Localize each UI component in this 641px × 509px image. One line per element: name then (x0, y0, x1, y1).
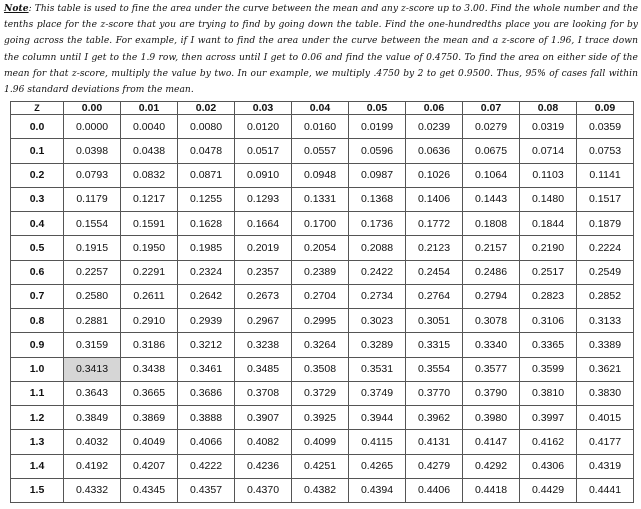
note-text: : This table is used to fine the area under the curve between the mean and any z-score up to 3.00. Find the whole number and the tenths place for the z-score that you are trying to find by going down the table. Find the one-hundredths place you are looking for by going across the table. For example, if I want to find the area under the curve between the mean and a z-score of 1.96, I trace down the column until I get to the 1.9 row, then across until I get to 0.06 and find the value of 0.4750. To find the area on either side of the mean for that z-score, multiply the value by two. In our example, we multiply .4750 by 2 to get 0.9500. Thus, 95% of cases fall within 1.96 standard deviations from the mean. (4, 4, 638, 96)
z-row-label: 0.2 (11, 163, 64, 187)
z-row-label: 0.7 (11, 284, 64, 308)
table-cell: 0.1700 (292, 212, 349, 236)
z-row-label: 1.0 (11, 357, 64, 381)
table-cell: 0.0948 (292, 163, 349, 187)
table-cell: 0.1950 (121, 236, 178, 260)
table-cell: 0.1443 (463, 187, 520, 211)
table-cell: 0.3554 (406, 357, 463, 381)
table-cell: 0.3962 (406, 406, 463, 430)
table-row (11, 260, 634, 284)
table-cell: 0.4265 (349, 454, 406, 478)
table-cell: 0.3531 (349, 357, 406, 381)
table-cell: 0.1517 (577, 187, 634, 211)
table-cell: 0.0199 (349, 115, 406, 139)
table-cell: 0.4251 (292, 454, 349, 478)
table-cell: 0.4429 (520, 478, 577, 502)
table-cell: 0.3621 (577, 357, 634, 381)
table-row (11, 309, 634, 333)
table-cell: 0.4222 (178, 454, 235, 478)
table-row (11, 357, 634, 381)
table-cell: 0.4147 (463, 430, 520, 454)
table-cell: 0.0359 (577, 115, 634, 139)
table-row (11, 212, 634, 236)
table-cell: 0.4306 (520, 454, 577, 478)
table-cell: 0.3238 (235, 333, 292, 357)
table-cell: 0.1664 (235, 212, 292, 236)
table-cell: 0.3907 (235, 406, 292, 430)
table-cell: 0.0438 (121, 139, 178, 163)
table-cell: 0.1628 (178, 212, 235, 236)
table-cell: 0.4279 (406, 454, 463, 478)
table-cell: 0.4394 (349, 478, 406, 502)
table-cell: 0.4082 (235, 430, 292, 454)
table-cell: 0.3133 (577, 309, 634, 333)
table-cell: 0.1772 (406, 212, 463, 236)
table-cell: 0.3925 (292, 406, 349, 430)
table-cell: 0.2517 (520, 260, 577, 284)
table-cell: 0.2357 (235, 260, 292, 284)
z-row-label: 1.5 (11, 478, 64, 502)
table-cell: 0.3438 (121, 357, 178, 381)
table-cell: 0.3810 (520, 381, 577, 405)
table-cell: 0.2549 (577, 260, 634, 284)
table-cell: 0.4319 (577, 454, 634, 478)
table-cell: 0.3078 (463, 309, 520, 333)
table-cell: 0.2054 (292, 236, 349, 260)
column-header: 0.06 (406, 102, 463, 115)
table-cell: 0.2291 (121, 260, 178, 284)
table-cell: 0.2190 (520, 236, 577, 260)
table-cell: 0.3997 (520, 406, 577, 430)
table-cell: 0.0871 (178, 163, 235, 187)
table-cell: 0.1368 (349, 187, 406, 211)
table-cell: 0.3212 (178, 333, 235, 357)
table-cell: 0.1255 (178, 187, 235, 211)
table-cell: 0.0000 (64, 115, 121, 139)
table-cell: 0.3643 (64, 381, 121, 405)
z-column-header: Z (11, 102, 64, 115)
z-score-table (10, 101, 634, 503)
table-cell: 0.3508 (292, 357, 349, 381)
table-cell: 0.3577 (463, 357, 520, 381)
table-cell: 0.4357 (178, 478, 235, 502)
table-cell: 0.3340 (463, 333, 520, 357)
table-row (11, 478, 634, 502)
table-cell: 0.4162 (520, 430, 577, 454)
note-lead: Note (4, 3, 29, 14)
table-cell: 0.3849 (64, 406, 121, 430)
table-cell: 0.4032 (64, 430, 121, 454)
table-cell: 0.2088 (349, 236, 406, 260)
table-row (11, 163, 634, 187)
table-row (11, 454, 634, 478)
table-cell: 0.0675 (463, 139, 520, 163)
table-row (11, 236, 634, 260)
table-note (4, 1, 638, 98)
z-row-label: 1.4 (11, 454, 64, 478)
column-header: 0.03 (235, 102, 292, 115)
table-cell: 0.0793 (64, 163, 121, 187)
z-row-label: 0.0 (11, 115, 64, 139)
table-cell: 0.4099 (292, 430, 349, 454)
table-cell: 0.4345 (121, 478, 178, 502)
table-cell: 0.1480 (520, 187, 577, 211)
table-cell: 0.4049 (121, 430, 178, 454)
table-cell: 0.3051 (406, 309, 463, 333)
column-header: 0.04 (292, 102, 349, 115)
table-cell: 0.2910 (121, 309, 178, 333)
table-cell: 0.4236 (235, 454, 292, 478)
table-cell: 0.3106 (520, 309, 577, 333)
table-row (11, 115, 634, 139)
table-cell: 0.1179 (64, 187, 121, 211)
table-cell: 0.2704 (292, 284, 349, 308)
table-cell: 0.2611 (121, 284, 178, 308)
table-cell: 0.2224 (577, 236, 634, 260)
table-cell: 0.2939 (178, 309, 235, 333)
table-cell: 0.3289 (349, 333, 406, 357)
table-cell: 0.1736 (349, 212, 406, 236)
table-cell: 0.3708 (235, 381, 292, 405)
table-cell: 0.3729 (292, 381, 349, 405)
table-cell: 0.0398 (64, 139, 121, 163)
table-cell: 0.4370 (235, 478, 292, 502)
table-cell: 0.1293 (235, 187, 292, 211)
z-row-label: 0.4 (11, 212, 64, 236)
column-header: 0.09 (577, 102, 634, 115)
table-cell: 0.1591 (121, 212, 178, 236)
table-cell: 0.2764 (406, 284, 463, 308)
table-cell: 0.0596 (349, 139, 406, 163)
table-cell: 0.4382 (292, 478, 349, 502)
table-cell: 0.2734 (349, 284, 406, 308)
column-header: 0.00 (64, 102, 121, 115)
table-cell: 0.3686 (178, 381, 235, 405)
table-cell: 0.0832 (121, 163, 178, 187)
table-cell: 0.3888 (178, 406, 235, 430)
table-cell: 0.3980 (463, 406, 520, 430)
table-cell: 0.4115 (349, 430, 406, 454)
z-row-label: 1.2 (11, 406, 64, 430)
table-cell: 0.1844 (520, 212, 577, 236)
table-cell: 0.1985 (178, 236, 235, 260)
table-cell: 0.0636 (406, 139, 463, 163)
table-cell: 0.4131 (406, 430, 463, 454)
table-cell: 0.4406 (406, 478, 463, 502)
table-cell: 0.2324 (178, 260, 235, 284)
table-cell: 0.0557 (292, 139, 349, 163)
z-row-label: 1.1 (11, 381, 64, 405)
table-cell: 0.0239 (406, 115, 463, 139)
table-body (11, 115, 634, 503)
table-cell: 0.4418 (463, 478, 520, 502)
table-cell: 0.3186 (121, 333, 178, 357)
table-cell: 0.4066 (178, 430, 235, 454)
table-row (11, 381, 634, 405)
table-cell: 0.1103 (520, 163, 577, 187)
table-cell: 0.2673 (235, 284, 292, 308)
column-header: 0.01 (121, 102, 178, 115)
table-cell: 0.1915 (64, 236, 121, 260)
table-cell: 0.3790 (463, 381, 520, 405)
table-cell: 0.2794 (463, 284, 520, 308)
table-cell: 0.3665 (121, 381, 178, 405)
column-header: 0.05 (349, 102, 406, 115)
table-cell: 0.0279 (463, 115, 520, 139)
table-cell: 0.1141 (577, 163, 634, 187)
z-row-label: 0.9 (11, 333, 64, 357)
table-cell: 0.3485 (235, 357, 292, 381)
table-header-row (11, 102, 634, 115)
table-cell: 0.4441 (577, 478, 634, 502)
table-cell: 0.2881 (64, 309, 121, 333)
table-cell: 0.0120 (235, 115, 292, 139)
table-cell: 0.1879 (577, 212, 634, 236)
table-cell: 0.4207 (121, 454, 178, 478)
table-cell: 0.0478 (178, 139, 235, 163)
z-row-label: 0.5 (11, 236, 64, 260)
table-cell: 0.1331 (292, 187, 349, 211)
table-cell: 0.2967 (235, 309, 292, 333)
table-cell: 0.2389 (292, 260, 349, 284)
table-cell: 0.3869 (121, 406, 178, 430)
table-cell: 0.2157 (463, 236, 520, 260)
table-cell: 0.0910 (235, 163, 292, 187)
table-row (11, 430, 634, 454)
table-cell: 0.4015 (577, 406, 634, 430)
column-header: 0.02 (178, 102, 235, 115)
table-cell: 0.3315 (406, 333, 463, 357)
table-cell: 0.4332 (64, 478, 121, 502)
table-row (11, 333, 634, 357)
table-cell: 0.3461 (178, 357, 235, 381)
table-row (11, 284, 634, 308)
table-cell: 0.1554 (64, 212, 121, 236)
column-header: 0.07 (463, 102, 520, 115)
table-cell: 0.0753 (577, 139, 634, 163)
table-cell: 0.3365 (520, 333, 577, 357)
table-cell: 0.3023 (349, 309, 406, 333)
table-cell: 0.1406 (406, 187, 463, 211)
table-cell: 0.3770 (406, 381, 463, 405)
table-cell: 0.2486 (463, 260, 520, 284)
table-cell: 0.1064 (463, 163, 520, 187)
column-header: 0.08 (520, 102, 577, 115)
table-row (11, 139, 634, 163)
table-cell: 0.1026 (406, 163, 463, 187)
table-cell: 0.0517 (235, 139, 292, 163)
table-cell: 0.0040 (121, 115, 178, 139)
table-cell: 0.2422 (349, 260, 406, 284)
table-cell: 0.2257 (64, 260, 121, 284)
table-cell: 0.4192 (64, 454, 121, 478)
table-row (11, 406, 634, 430)
table-cell: 0.2995 (292, 309, 349, 333)
table-cell: 0.2852 (577, 284, 634, 308)
table-cell: 0.3749 (349, 381, 406, 405)
table-cell: 0.0714 (520, 139, 577, 163)
table-cell: 0.3830 (577, 381, 634, 405)
table-cell: 0.0987 (349, 163, 406, 187)
z-row-label: 0.1 (11, 139, 64, 163)
table-cell: 0.4177 (577, 430, 634, 454)
table-cell: 0.2454 (406, 260, 463, 284)
table-cell: 0.3599 (520, 357, 577, 381)
table-cell: 0.2123 (406, 236, 463, 260)
z-row-label: 0.3 (11, 187, 64, 211)
table-cell: 0.0160 (292, 115, 349, 139)
table-cell: 0.3389 (577, 333, 634, 357)
table-cell: 0.2019 (235, 236, 292, 260)
table-cell: 0.3264 (292, 333, 349, 357)
table-cell: 0.4292 (463, 454, 520, 478)
table-cell: 0.2580 (64, 284, 121, 308)
table-cell: 0.3944 (349, 406, 406, 430)
table-row (11, 187, 634, 211)
table-cell: 0.3159 (64, 333, 121, 357)
z-row-label: 0.6 (11, 260, 64, 284)
z-row-label: 0.8 (11, 309, 64, 333)
table-cell: 0.0080 (178, 115, 235, 139)
table-cell: 0.2823 (520, 284, 577, 308)
z-row-label: 1.3 (11, 430, 64, 454)
table-cell: 0.1217 (121, 187, 178, 211)
table-cell: 0.1808 (463, 212, 520, 236)
highlighted-cell: 0.3413 (64, 357, 121, 381)
table-cell: 0.2642 (178, 284, 235, 308)
table-cell: 0.0319 (520, 115, 577, 139)
